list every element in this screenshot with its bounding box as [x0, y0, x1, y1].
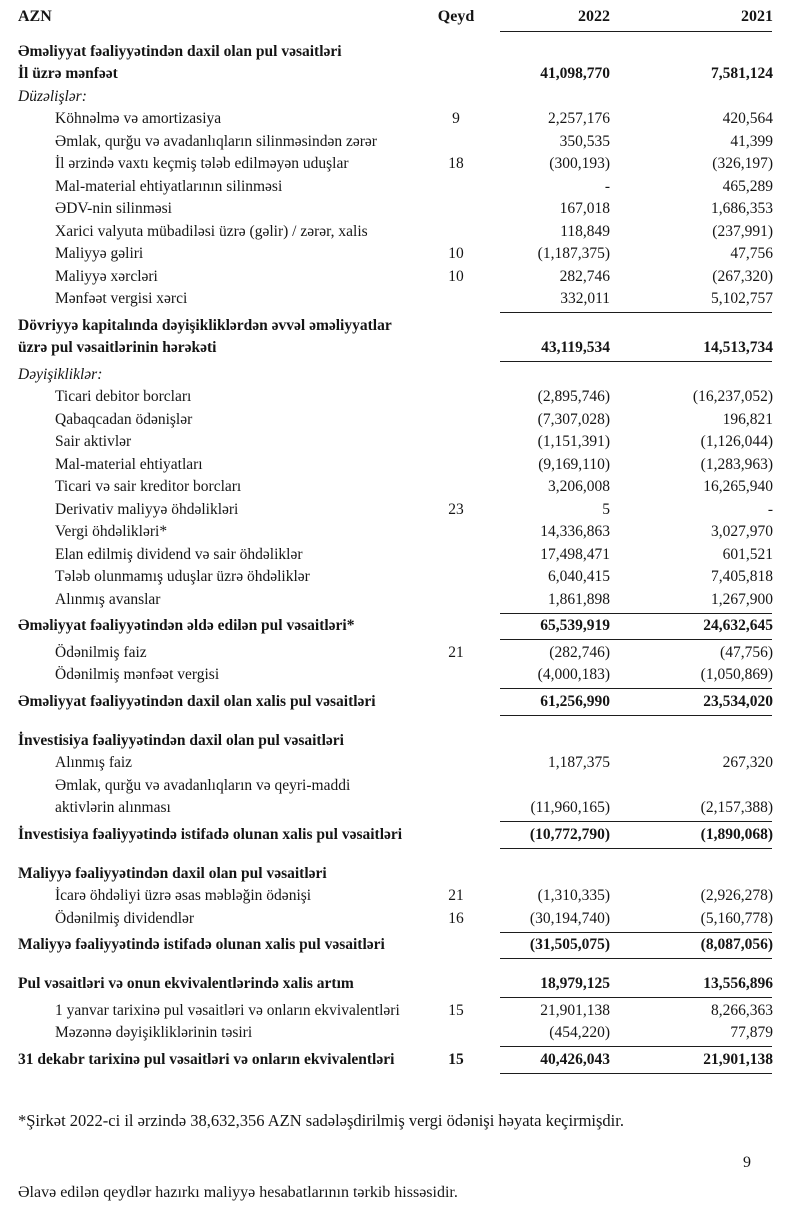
- row-label: [18, 775, 432, 820]
- value-2022: (11,960,165): [530, 799, 610, 816]
- value-2022: 65,539,919: [540, 617, 610, 634]
- note-cell: 21: [448, 887, 464, 904]
- value-2021: 465,289: [722, 177, 773, 195]
- value-2022: 40,426,043: [540, 1050, 610, 1068]
- table-row: [18, 730, 773, 753]
- table-row: [18, 499, 773, 522]
- value-2021: (16,237,052): [692, 388, 773, 405]
- table-row: [18, 691, 773, 714]
- row-label: Mal-material ehtiyatlarının silinməsi: [55, 177, 283, 195]
- row-label: Əmlak, qurğu və avadanlıqların silinməsindən zərər: [55, 132, 377, 150]
- row-label: Sair aktivlər: [55, 433, 132, 450]
- value-2021: (1,890,068): [700, 825, 773, 843]
- value-2022: 14,336,863: [540, 523, 610, 540]
- row-label: Mal-material ehtiyatları: [55, 455, 203, 473]
- total-rule: [500, 1073, 772, 1074]
- total-rule: [500, 312, 772, 313]
- value-2022: (30,194,740): [529, 909, 610, 927]
- row-label: Maliyyə gəliri: [55, 245, 144, 262]
- value-2021: 196,821: [722, 410, 773, 428]
- row-label: Əməliyyat fəaliyyətindən əldə edilən pul vəsaitləri*: [18, 617, 355, 634]
- table-row: [18, 566, 773, 589]
- note-cell: 16: [448, 909, 464, 927]
- note-cell: 18: [448, 155, 464, 172]
- row-label: Ticari və sair kreditor borcları: [55, 478, 242, 495]
- row-label: Məzənnə dəyişikliklərinin təsiri: [55, 1024, 253, 1041]
- total-rule: [500, 1046, 772, 1047]
- table-row: [18, 198, 773, 221]
- value-2022: 1,861,898: [548, 590, 610, 608]
- table-row: [18, 752, 773, 775]
- table-row: [18, 589, 773, 612]
- note-cell: 21: [448, 643, 464, 661]
- note-cell: 15: [448, 1001, 464, 1019]
- total-rule: [500, 361, 772, 362]
- value-2022: (1,310,335): [537, 887, 610, 904]
- row-label: Maliyyə fəaliyyətində istifadə olunan xalis pul vəsaitləri: [18, 936, 385, 953]
- page-number: 9: [743, 1153, 751, 1171]
- note-cell: 15: [448, 1050, 464, 1068]
- total-rule: [500, 613, 772, 614]
- row-label: Xarici valyuta mübadiləsi üzrə (gəlir) / zərər, xalis: [55, 222, 368, 240]
- row-label: Mənfəət vergisi xərci: [55, 290, 188, 307]
- total-rule: [500, 958, 772, 959]
- table-row: [18, 885, 773, 908]
- row-label: Əməliyyat fəaliyyətindən daxil olan pul vəsaitləri: [18, 42, 342, 60]
- col-header-azn: AZN: [18, 8, 52, 25]
- value-2022: 118,849: [560, 222, 610, 240]
- row-label: İcarə öhdəliyi üzrə əsas məbləğin ödənişi: [55, 887, 312, 904]
- table-row: [18, 315, 773, 360]
- col-header-2021: 2021: [741, 8, 773, 25]
- value-2022: -: [604, 177, 610, 195]
- note-cell: 23: [448, 500, 464, 518]
- value-2021: 41,399: [730, 132, 773, 150]
- value-2022: 6,040,415: [548, 568, 610, 585]
- row-label: [18, 315, 432, 360]
- table-row: [18, 409, 773, 432]
- row-label: Köhnəlmə və amortizasiya: [55, 110, 222, 127]
- value-2021: (8,087,056): [700, 936, 773, 953]
- row-label: İnvestisiya fəaliyyətindən daxil olan pul vəsaitləri: [18, 731, 344, 749]
- row-label: ƏDV-nin silinməsi: [55, 200, 172, 217]
- row-label: Tələb olunmamış uduşlar üzrə öhdəliklər: [55, 568, 310, 585]
- table-row: [18, 476, 773, 499]
- row-label: Əməliyyat fəaliyyətindən daxil olan xalis pul vəsaitləri: [18, 692, 376, 710]
- row-label: Düzəlişlər:: [18, 87, 87, 105]
- value-2022: (2,895,746): [537, 388, 610, 405]
- value-2021: 14,513,734: [703, 339, 773, 356]
- row-label: 1 yanvar tarixinə pul vəsaitləri və onların ekvivalentləri: [55, 1001, 400, 1019]
- value-2022: 21,901,138: [540, 1001, 610, 1019]
- table-row: [18, 431, 773, 454]
- value-2021: (1,050,869): [700, 666, 773, 683]
- table-row: [18, 1000, 773, 1023]
- value-2022: (9,169,110): [538, 455, 610, 473]
- row-label-line2: üzrə pul vəsaitlərinin hərəkəti: [18, 339, 217, 356]
- row-label-line1: Dövriyyə kapitalında dəyişikliklərdən əvvəl əməliyyatlar: [18, 316, 392, 334]
- value-2021: (1,283,963): [700, 455, 773, 473]
- table-row: [18, 386, 773, 409]
- col-header-qeyd: Qeyd: [437, 8, 475, 25]
- footer-note: Əlavə edilən qeydlər hazırkı maliyyə hesabatlarının tərkib hissəsidir.: [18, 1183, 458, 1201]
- row-label: Qabaqcadan ödənişlər: [55, 410, 193, 428]
- value-2022: 350,535: [559, 132, 610, 150]
- row-label: Dəyişikliklər:: [18, 365, 103, 383]
- value-2021: 24,632,645: [703, 617, 773, 634]
- table-row: [18, 243, 773, 266]
- row-label: Alınmış faiz: [55, 754, 133, 771]
- value-2022: (7,307,028): [537, 410, 610, 428]
- value-2022: 18,979,125: [540, 975, 610, 992]
- value-2021: 601,521: [722, 545, 773, 563]
- table-row: [18, 364, 773, 387]
- value-2022: (10,772,790): [529, 825, 610, 843]
- total-rule: [500, 821, 772, 822]
- table-row: [18, 176, 773, 199]
- note-cell: 10: [448, 267, 464, 285]
- table-row: [18, 288, 773, 311]
- value-2022: 61,256,990: [540, 692, 610, 710]
- value-2022: 5: [602, 500, 610, 518]
- row-label-line1: Əmlak, qurğu və avadanlıqların və qeyri-maddi: [55, 776, 351, 794]
- row-label: Ödənilmiş dividendlər: [55, 909, 195, 927]
- table-row: [18, 934, 773, 957]
- value-2021: -: [767, 500, 773, 518]
- row-label: İl ərzində vaxtı keçmiş tələb edilməyən uduşlar: [55, 155, 349, 172]
- value-2022: (1,151,391): [537, 433, 610, 450]
- value-2022: (31,505,075): [529, 936, 610, 953]
- row-label: Derivativ maliyyə öhdəlikləri: [55, 500, 239, 518]
- value-2022: 167,018: [559, 200, 610, 217]
- value-2021: 1,686,353: [711, 200, 773, 217]
- table-row: [18, 221, 773, 244]
- total-rule: [500, 932, 772, 933]
- statement-rows: [18, 41, 773, 1074]
- value-2022: (300,193): [549, 155, 610, 172]
- value-2021: 5,102,757: [711, 290, 773, 307]
- row-label: Vergi öhdəlikləri*: [55, 523, 168, 540]
- value-2022: 41,098,770: [540, 65, 610, 82]
- value-2021: 23,534,020: [703, 692, 773, 710]
- header-rule: [500, 31, 772, 32]
- row-label: Ödənilmiş mənfəət vergisi: [55, 666, 220, 683]
- row-label: 31 dekabr tarixinə pul vəsaitləri və onların ekvivalentləri: [18, 1050, 395, 1068]
- total-rule: [500, 715, 772, 716]
- value-2021: 21,901,138: [703, 1050, 773, 1068]
- value-2021: 8,266,363: [711, 1001, 773, 1019]
- value-2022: 3,206,008: [548, 478, 610, 495]
- value-2021: 13,556,896: [703, 975, 773, 992]
- table-row: [18, 1022, 773, 1045]
- value-2021: 77,879: [730, 1024, 773, 1041]
- table-row: [18, 41, 773, 64]
- row-label: Ödənilmiş faiz: [55, 643, 147, 661]
- note-cell: 9: [452, 110, 460, 127]
- table-row: [18, 1049, 773, 1072]
- table-row: [18, 863, 773, 886]
- value-2021: 420,564: [722, 110, 773, 127]
- value-2022: (1,187,375): [537, 245, 610, 262]
- table-row: [18, 544, 773, 567]
- table-row: [18, 108, 773, 131]
- row-label: Maliyyə xərcləri: [55, 267, 158, 285]
- value-2022: (454,220): [549, 1024, 610, 1041]
- table-row: [18, 521, 773, 544]
- value-2021: (1,126,044): [700, 433, 773, 450]
- value-2021: 7,405,818: [711, 568, 773, 585]
- value-2021: (326,197): [712, 155, 773, 172]
- table-row: [18, 266, 773, 289]
- table-row: [18, 908, 773, 931]
- table-row: [18, 131, 773, 154]
- table-row: [18, 664, 773, 687]
- value-2022: 17,498,471: [540, 545, 610, 563]
- value-2022: 332,011: [560, 290, 610, 307]
- value-2021: (237,991): [712, 222, 773, 240]
- value-2021: (267,320): [712, 267, 773, 285]
- table-row: [18, 153, 773, 176]
- table-row: [18, 615, 773, 638]
- value-2021: 7,581,124: [711, 65, 773, 82]
- value-2022: 43,119,534: [541, 339, 610, 356]
- table-row: [18, 63, 773, 86]
- row-label: İnvestisiya fəaliyyətində istifadə olunan xalis pul vəsaitləri: [18, 825, 403, 843]
- value-2021: (2,926,278): [700, 887, 773, 904]
- table-header: [18, 6, 773, 29]
- total-rule: [500, 688, 772, 689]
- table-row: [18, 973, 773, 996]
- total-rule: [500, 997, 772, 998]
- col-header-2022: 2022: [578, 8, 610, 25]
- value-2021: 1,267,900: [711, 590, 773, 608]
- row-label: Alınmış avanslar: [55, 590, 161, 608]
- value-2022: (282,746): [549, 643, 610, 661]
- total-rule: [500, 639, 772, 640]
- table-row: [18, 775, 773, 820]
- row-label: Elan edilmiş dividend və sair öhdəliklər: [55, 545, 303, 563]
- row-label: Pul vəsaitləri və onun ekvivalentlərində xalis artım: [18, 975, 354, 992]
- value-2021: (47,756): [720, 643, 773, 661]
- note-cell: 10: [448, 245, 464, 262]
- tax-footnote: *Şirkət 2022-ci il ərzində 38,632,356 AZN sadələşdirilmiş vergi ödənişi həyata keçirmişdir.: [18, 1110, 624, 1130]
- row-label-line2: aktivlərin alınması: [55, 799, 171, 816]
- table-row: [18, 824, 773, 847]
- table-row: [18, 642, 773, 665]
- value-2022: (4,000,183): [537, 666, 610, 683]
- table-row: [18, 454, 773, 477]
- row-label: İl üzrə mənfəət: [18, 65, 118, 82]
- value-2021: 267,320: [722, 754, 773, 771]
- value-2022: 282,746: [559, 267, 610, 285]
- total-rule: [500, 848, 772, 849]
- row-label: Maliyyə fəaliyyətindən daxil olan pul vəsaitləri: [18, 864, 327, 882]
- value-2021: (2,157,388): [700, 799, 773, 816]
- value-2021: 16,265,940: [703, 478, 773, 495]
- value-2021: (5,160,778): [700, 909, 773, 927]
- value-2022: 2,257,176: [548, 110, 610, 127]
- table-row: [18, 86, 773, 109]
- value-2022: 1,187,375: [548, 754, 610, 771]
- row-label: Ticari debitor borcları: [55, 388, 192, 405]
- value-2021: 3,027,970: [711, 523, 773, 540]
- value-2021: 47,756: [730, 245, 773, 262]
